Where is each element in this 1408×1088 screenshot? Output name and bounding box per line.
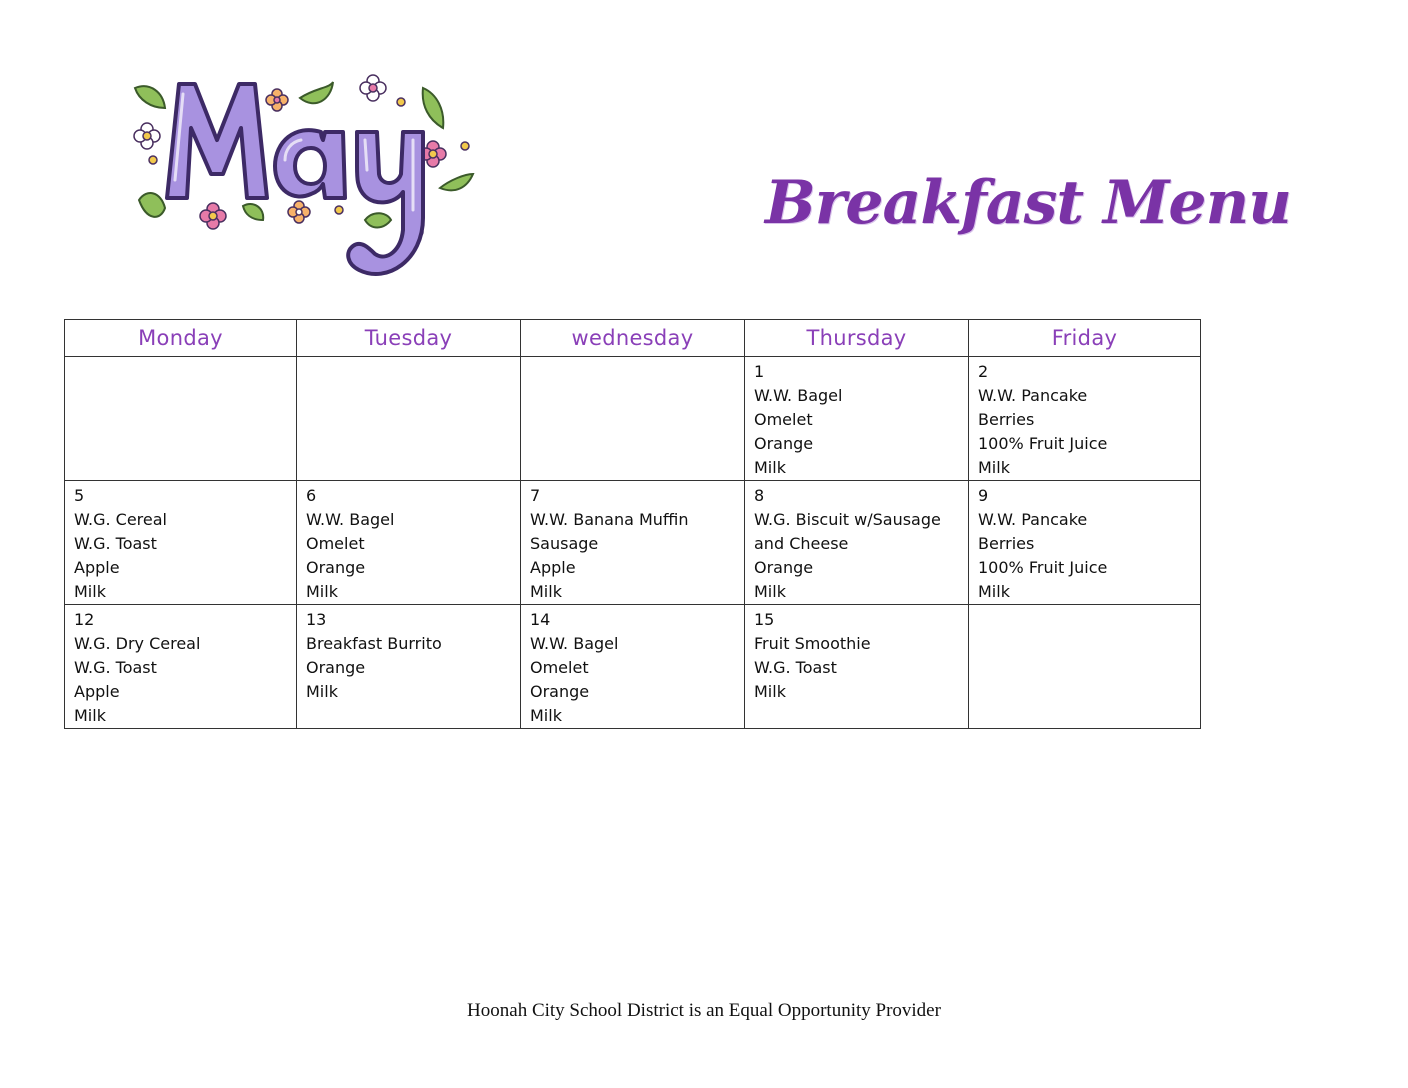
day-cell-content	[521, 481, 744, 604]
header-wednesday: wednesday	[521, 320, 745, 357]
day-cell-content	[65, 605, 296, 728]
day-number: 6	[306, 486, 317, 505]
menu-item: Milk	[306, 582, 338, 601]
menu-item: W.W. Bagel	[754, 386, 843, 405]
header-tuesday: Tuesday	[297, 320, 521, 357]
day-cell-monday	[65, 481, 297, 605]
day-cell-content	[745, 481, 968, 604]
menu-item: Orange	[754, 434, 814, 453]
menu-item: Milk	[754, 458, 786, 477]
day-cell-friday	[969, 357, 1201, 481]
day-cell-thursday	[745, 605, 969, 729]
menu-item: Apple	[74, 682, 120, 701]
menu-item: W.W. Bagel	[530, 634, 619, 653]
day-cell-friday	[969, 481, 1201, 605]
menu-item: Berries	[978, 534, 1035, 553]
menu-item: W.W. Bagel	[306, 510, 395, 529]
day-number: 14	[530, 610, 551, 629]
day-cell-friday	[969, 605, 1201, 729]
may-illustration	[125, 70, 480, 295]
day-number: 5	[74, 486, 85, 505]
week-row	[65, 481, 1201, 605]
weekday-header-row	[65, 320, 1201, 357]
menu-item: Milk	[978, 458, 1010, 477]
menu-item: W.G. Toast	[74, 658, 157, 677]
may-lettering	[167, 84, 423, 274]
menu-item: W.W. Banana Muffin	[530, 510, 689, 529]
menu-item: Fruit Smoothie	[754, 634, 871, 653]
menu-item: Milk	[530, 706, 562, 725]
menu-item: W.W. Pancake	[978, 386, 1088, 405]
menu-item: Milk	[754, 682, 786, 701]
menu-item: Omelet	[530, 658, 589, 677]
menu-item: 100% Fruit Juice	[978, 434, 1108, 453]
day-cell-content	[745, 605, 968, 704]
day-cell-wednesday	[521, 605, 745, 729]
day-number: 13	[306, 610, 327, 629]
week-row	[65, 357, 1201, 481]
header-thursday: Thursday	[745, 320, 969, 357]
menu-item: Orange	[306, 558, 366, 577]
day-cell-content	[969, 481, 1200, 604]
day-number: 8	[754, 486, 765, 505]
menu-item: W.G. Cereal	[74, 510, 167, 529]
day-cell-tuesday	[297, 605, 521, 729]
header-monday: Monday	[65, 320, 297, 357]
header-friday: Friday	[969, 320, 1201, 357]
menu-item: Milk	[74, 706, 106, 725]
menu-item: W.W. Pancake	[978, 510, 1088, 529]
menu-calendar-table	[64, 319, 1201, 729]
menu-item: Milk	[306, 682, 338, 701]
day-cell-thursday	[745, 357, 969, 481]
day-cell-content	[65, 481, 296, 604]
menu-item: 100% Fruit Juice	[978, 558, 1108, 577]
day-cell-content	[521, 605, 744, 728]
day-number: 15	[754, 610, 775, 629]
menu-item: W.G. Dry Cereal	[74, 634, 201, 653]
menu-item: and Cheese	[754, 534, 849, 553]
menu-item: Berries	[978, 410, 1035, 429]
menu-item: Omelet	[754, 410, 813, 429]
menu-item: Orange	[530, 682, 590, 701]
day-number: 2	[978, 362, 989, 381]
menu-item: W.G. Toast	[74, 534, 157, 553]
week-row	[65, 605, 1201, 729]
menu-item: Sausage	[530, 534, 599, 553]
day-cell-content	[969, 357, 1200, 480]
menu-item: W.G. Toast	[754, 658, 837, 677]
menu-item: Milk	[978, 582, 1010, 601]
day-cell-tuesday	[297, 481, 521, 605]
menu-item: Milk	[754, 582, 786, 601]
day-cell-thursday	[745, 481, 969, 605]
day-number: 7	[530, 486, 541, 505]
day-cell-wednesday	[521, 357, 745, 481]
day-cell-content	[521, 357, 744, 360]
day-cell-content	[297, 481, 520, 604]
menu-item: Milk	[74, 582, 106, 601]
footer-statement: Hoonah City School District is an Equal Opportunity Provider	[467, 1000, 941, 1021]
day-number: 9	[978, 486, 989, 505]
day-cell-content	[297, 605, 520, 704]
day-cell-content	[297, 357, 520, 360]
menu-item: Apple	[74, 558, 120, 577]
menu-item: Omelet	[306, 534, 365, 553]
day-cell-content	[969, 605, 1200, 608]
day-number: 1	[754, 362, 765, 381]
menu-item: Apple	[530, 558, 576, 577]
menu-item: Breakfast Burrito	[306, 634, 442, 653]
page-title: Breakfast Menu	[765, 168, 1291, 238]
day-number: 12	[74, 610, 95, 629]
day-cell-wednesday	[521, 481, 745, 605]
menu-item: W.G. Biscuit w/Sausage	[754, 510, 941, 529]
day-cell-content	[745, 357, 968, 480]
menu-item: Orange	[306, 658, 366, 677]
day-cell-monday	[65, 605, 297, 729]
day-cell-tuesday	[297, 357, 521, 481]
menu-item: Milk	[530, 582, 562, 601]
menu-item: Orange	[754, 558, 814, 577]
day-cell-content	[65, 357, 296, 360]
day-cell-monday	[65, 357, 297, 481]
menu-weeks	[65, 357, 1201, 729]
